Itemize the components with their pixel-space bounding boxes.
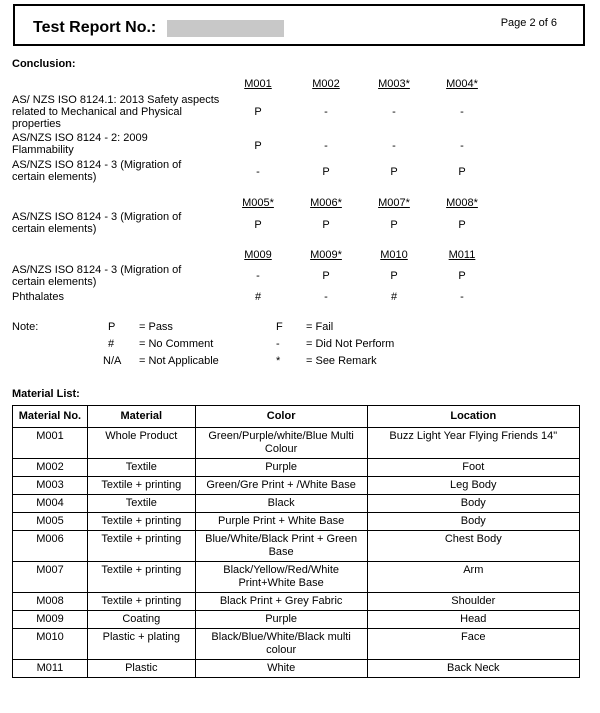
result-cell: -: [324, 106, 328, 118]
standard-label: AS/NZS ISO 8124 - 3 (Migration of certain elements): [12, 211, 182, 235]
report-header: [13, 4, 585, 46]
standard-label: AS/NZS ISO 8124 - 3 (Migration of certain elements): [12, 159, 182, 183]
material: Coating: [87, 611, 195, 629]
material: Textile: [87, 495, 195, 513]
table-row: [13, 428, 580, 459]
conclusion-title: Conclusion:: [12, 58, 76, 70]
material-no: M008: [13, 593, 88, 611]
material: Textile + printing: [87, 593, 195, 611]
color: Purple: [195, 611, 367, 629]
legend-desc: = Fail: [306, 321, 334, 333]
table-row: [13, 629, 580, 660]
column-header: Location: [367, 406, 579, 428]
table-header-row: [13, 406, 580, 428]
result-cell: P: [458, 219, 466, 231]
material-no: M003: [13, 477, 88, 495]
result-cell: #: [254, 291, 262, 303]
location: Body: [367, 513, 579, 531]
result-cell: P: [254, 219, 262, 231]
col-header: M005*: [242, 197, 274, 209]
material-no: M001: [13, 428, 88, 459]
material: Textile: [87, 459, 195, 477]
table-row: [13, 660, 580, 678]
color: Black/Yellow/Red/White Print+White Base: [195, 562, 367, 593]
location: Face: [367, 629, 579, 660]
redacted-report-number: [167, 20, 284, 37]
result-cell: -: [324, 140, 328, 152]
material-no: M004: [13, 495, 88, 513]
material: Textile + printing: [87, 562, 195, 593]
material-table: [12, 405, 580, 678]
material: Whole Product: [87, 428, 195, 459]
result-cell: -: [460, 291, 464, 303]
result-cell: P: [458, 270, 466, 282]
material-no: M010: [13, 629, 88, 660]
location: Shoulder: [367, 593, 579, 611]
result-cell: -: [460, 140, 464, 152]
note-label: Note:: [12, 321, 39, 333]
table-row: [13, 495, 580, 513]
color: Blue/White/Black Print + Green Base: [195, 531, 367, 562]
material-list-title: Material List:: [12, 388, 80, 400]
material-no: M007: [13, 562, 88, 593]
legend-symbol: -: [276, 338, 280, 350]
color: Black/Blue/White/Black multi colour: [195, 629, 367, 660]
col-header: M007*: [378, 197, 410, 209]
material: Plastic: [87, 660, 195, 678]
table-row: [13, 593, 580, 611]
standard-label: AS/ NZS ISO 8124.1: 2013 Safety aspects related to Mechanical and Physical properties: [12, 94, 220, 130]
result-cell: P: [254, 140, 262, 152]
material-no: M009: [13, 611, 88, 629]
col-header: M008*: [446, 197, 478, 209]
location: Head: [367, 611, 579, 629]
color: Purple: [195, 459, 367, 477]
table-row: [13, 531, 580, 562]
result-cell: P: [390, 166, 398, 178]
location: Back Neck: [367, 660, 579, 678]
location: Chest Body: [367, 531, 579, 562]
material: Textile + printing: [87, 477, 195, 495]
col-header: M009*: [310, 249, 342, 261]
result-cell: #: [390, 291, 398, 303]
standard-label: AS/NZS ISO 8124 - 2: 2009 Flammability: [12, 132, 148, 156]
legend-symbol: #: [108, 338, 115, 350]
result-cell: -: [324, 291, 328, 303]
column-header: Material No.: [13, 406, 88, 428]
result-cell: P: [322, 219, 330, 231]
legend-symbol: N/A: [103, 355, 122, 367]
col-header: M002: [312, 78, 340, 90]
legend-symbol: *: [276, 355, 281, 367]
legend-symbol: P: [108, 321, 116, 333]
report-title: Test Report No.:: [33, 19, 157, 36]
table-row: [13, 562, 580, 593]
location: Leg Body: [367, 477, 579, 495]
legend-desc: = See Remark: [306, 355, 377, 367]
col-header: M011: [448, 249, 476, 261]
location: Foot: [367, 459, 579, 477]
material: Plastic + plating: [87, 629, 195, 660]
column-header: Material: [87, 406, 195, 428]
legend-desc: = Not Applicable: [139, 355, 219, 367]
material-no: M006: [13, 531, 88, 562]
result-cell: -: [392, 106, 396, 118]
legend-desc: = No Comment: [139, 338, 214, 350]
location: Body: [367, 495, 579, 513]
color: Black Print + Grey Fabric: [195, 593, 367, 611]
color: Black: [195, 495, 367, 513]
result-cell: P: [458, 166, 466, 178]
result-cell: -: [460, 106, 464, 118]
color: Green/Purple/white/Blue Multi Colour: [195, 428, 367, 459]
table-row: [13, 477, 580, 495]
color: Purple Print + White Base: [195, 513, 367, 531]
legend-symbol: F: [276, 321, 283, 333]
location: Buzz Light Year Flying Friends 14": [367, 428, 579, 459]
table-row: [13, 513, 580, 531]
table-row: [13, 459, 580, 477]
result-cell: -: [256, 270, 260, 282]
standard-label: Phthalates: [12, 291, 64, 303]
legend-desc: = Did Not Perform: [306, 338, 395, 350]
page-indicator: Page 2 of 6: [500, 17, 557, 29]
col-header: M001: [244, 78, 272, 90]
col-header: M010: [380, 249, 408, 261]
material: Textile + printing: [87, 531, 195, 562]
color: Green/Gre Print + /White Base: [195, 477, 367, 495]
result-cell: P: [390, 270, 398, 282]
result-cell: P: [322, 270, 330, 282]
col-header: M009: [244, 249, 272, 261]
result-cell: -: [256, 166, 260, 178]
result-cell: P: [390, 219, 398, 231]
material-no: M005: [13, 513, 88, 531]
material-no: M002: [13, 459, 88, 477]
table-row: [13, 611, 580, 629]
color: White: [195, 660, 367, 678]
col-header: M006*: [310, 197, 342, 209]
material-no: M011: [13, 660, 88, 678]
result-cell: P: [254, 106, 262, 118]
col-header: M004*: [446, 78, 478, 90]
location: Arm: [367, 562, 579, 593]
col-header: M003*: [378, 78, 410, 90]
standard-label: AS/NZS ISO 8124 - 3 (Migration of certain elements): [12, 264, 182, 288]
result-cell: P: [322, 166, 330, 178]
column-header: Color: [195, 406, 367, 428]
material: Textile + printing: [87, 513, 195, 531]
legend-desc: = Pass: [139, 321, 173, 333]
result-cell: -: [392, 140, 396, 152]
